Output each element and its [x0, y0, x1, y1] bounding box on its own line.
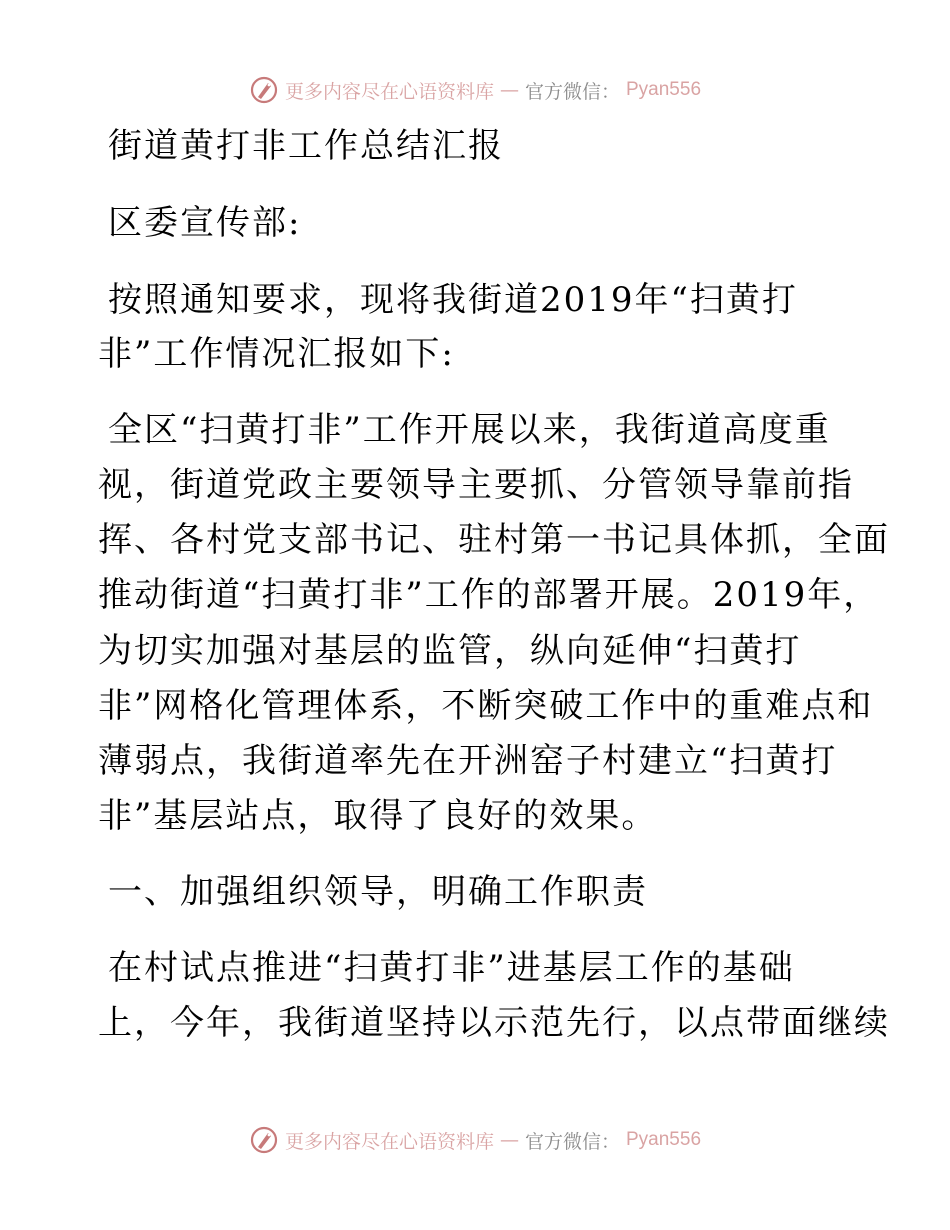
paragraph1-line-7: 薄弱点，我街道率先在开洲窑子村建立“扫黄打: [98, 741, 838, 781]
footer-watermark: [0, 1122, 950, 1158]
section1-heading: 一、加强组织领导，明确工作职责: [108, 872, 648, 912]
paragraph2-line-2: 上，今年，我街道坚持以示范先行，以点带面继续: [98, 1003, 890, 1043]
watermark-brand: 更多内容尽在心语资料库: [284, 1130, 494, 1153]
intro-line-1: 按照通知要求，现将我街道2019年“扫黄打: [108, 280, 798, 320]
paragraph1-line-1: 全区“扫黄打非”工作开展以来，我街道高度重: [108, 410, 831, 450]
paragraph1-line-2: 视，街道党政主要领导主要抓、分管领导靠前指: [98, 465, 854, 505]
pen-nib-logo-icon: [249, 1125, 279, 1155]
document-title: 街道黄打非工作总结汇报: [108, 126, 504, 166]
addressee: 区委宣传部:: [108, 203, 302, 243]
paragraph1-line-4: 推动街道“扫黄打非”工作的部署开展。2019年，: [98, 575, 880, 615]
paragraph1-line-6: 非”网格化管理体系，不断突破工作中的重难点和: [98, 686, 874, 726]
paragraph1-line-8: 非”基层站点，取得了良好的效果。: [98, 796, 658, 836]
watermark-official-label: 官方微信：: [524, 1130, 620, 1153]
watermark-separator: —: [499, 79, 519, 101]
header-watermark: [0, 72, 950, 108]
watermark-separator: —: [499, 1129, 519, 1151]
watermark-official-label: 官方微信：: [524, 80, 620, 103]
watermark-wechat-id: Pyan556: [626, 79, 702, 100]
watermark-brand: 更多内容尽在心语资料库: [284, 80, 494, 103]
paragraph1-line-5: 为切实加强对基层的监管，纵向延伸“扫黄打: [98, 631, 802, 671]
watermark-wechat-id: Pyan556: [626, 1129, 702, 1150]
paragraph2-line-1: 在村试点推进“扫黄打非”进基层工作的基础: [108, 948, 795, 988]
paragraph1-line-3: 挥、各村党支部书记、驻村第一书记具体抓，全面: [98, 520, 890, 560]
intro-line-2: 非”工作情况汇报如下:: [98, 334, 455, 374]
pen-nib-logo-icon: [249, 75, 279, 105]
